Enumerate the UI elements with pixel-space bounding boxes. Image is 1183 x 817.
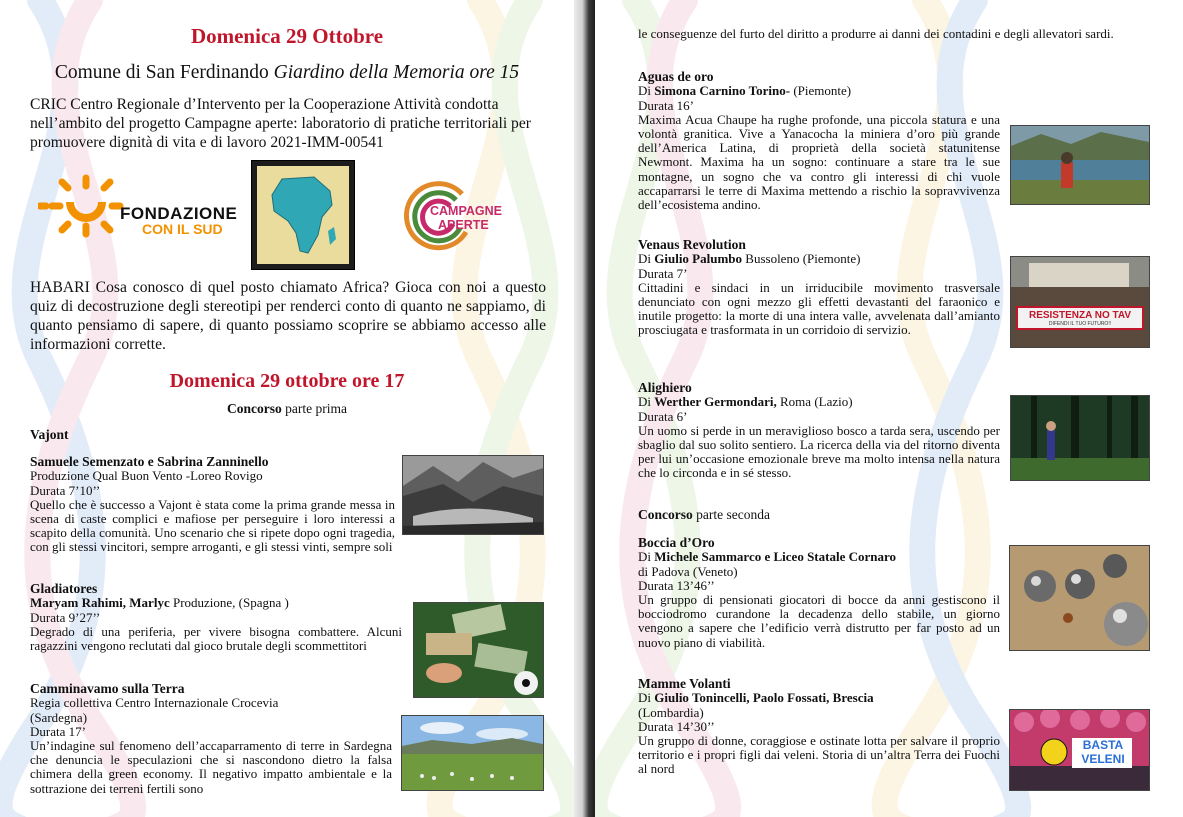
no-tav-banner: RESISTENZA NO TAV xyxy=(1028,310,1132,321)
film-gladiatores xyxy=(30,582,402,653)
fondazione-text: FONDAZIONE xyxy=(120,204,238,223)
film-camminavamo xyxy=(30,682,392,796)
film-title: Boccia d’Oro xyxy=(638,535,715,550)
film-director: Giulio Palumbo xyxy=(654,251,743,267)
cric-description: CRIC Centro Regionale d’Intervento per la Cooperazione Attività condotta nell’ambito del progetto Campagne aperte: laboratorio di pratiche territoriali per promuovere dignità di vita e di lavoro 2021-IMM-00541 xyxy=(30,96,531,151)
africa-map-image xyxy=(251,160,355,270)
film-duration: Durata 7’10’’ xyxy=(30,482,101,498)
film-synopsis: Un uomo si perde in un meraviglioso bosco a tarda sera, uscendo per sbaglio dal suo solito sentiero. La ricerca della via del ritorno diventa per lui un’occasione emozionale breve ma molto intensa nella natura che lo circonda e in sé stesso. xyxy=(638,422,1000,481)
bocce-balls-icon xyxy=(1010,546,1149,650)
venue-line xyxy=(0,62,574,84)
vajont-dam-photo xyxy=(402,455,544,535)
film-origin: Bussoleno (Piemonte) xyxy=(742,251,861,267)
film-origin: di Padova (Veneto) xyxy=(638,563,738,579)
film-region: (Sardegna) xyxy=(30,709,88,725)
director-prefix: Di xyxy=(638,83,655,99)
left-page xyxy=(0,0,574,817)
film-synopsis: Un’indagine sul fenomeno dell’accaparramento di terre in Sardegna che denuncia le speculazioni che si nascondono dietro la falsa chimera della green economy. Il negativo impatto ambientale e la sottrazione dei terreni fertili sono xyxy=(30,738,392,796)
no-tav-banner-sub: DIFENDI IL TUO FUTURO!! xyxy=(1048,321,1112,327)
film-director: Simona Carnino Torino- xyxy=(654,83,791,99)
film-synopsis: Degrado di una periferia, per vivere bisogna combattere. Alcuni ragazzini vengono reclutati dal gioco brutale degli scommettitori xyxy=(30,623,402,654)
venue-place: Comune di San Ferdinando xyxy=(54,62,269,83)
no-tav-protest-photo xyxy=(1010,256,1150,348)
film-title: Venaus Revolution xyxy=(638,237,746,252)
film-origin: Roma (Lazio) xyxy=(776,394,853,410)
film-director: Giulio Tonincelli, Paolo Fossati, Brescia xyxy=(654,690,874,706)
concorso-rest: parte seconda xyxy=(692,507,770,522)
film-authors: Samuele Semenzato e Sabrina Zanninello xyxy=(30,454,269,469)
page-gutter xyxy=(574,0,595,817)
film-production: Produzione, (Spagna ) xyxy=(169,595,289,611)
mountain-dam-icon xyxy=(403,456,543,534)
gladiatores-photo xyxy=(413,602,544,698)
mamme-volanti-photo xyxy=(1009,709,1150,791)
director-prefix: Di xyxy=(638,394,655,410)
section-vajont: Vajont xyxy=(30,427,69,442)
con-il-sud-text: CON IL SUD xyxy=(142,221,223,237)
film-synopsis: Quello che è successo a Vajont è stata come la prima grande messa in scena di caste complici e mafiose per perseguire i loro interessi a scapito della comunità. Uno scenario che si ripete dopo ogni tragedia, con gli stessi vincitori, sempre arroganti, e gli stessi vinti, sempre soli xyxy=(30,496,395,555)
film-venaus-revolution xyxy=(638,238,1000,338)
film-title: Gladiatores xyxy=(30,581,98,596)
venue-location: Giardino della Memoria ore 15 xyxy=(273,62,520,83)
film-origin: (Piemonte) xyxy=(790,83,852,99)
film-duration: Durata 16’ xyxy=(638,97,694,113)
film-authors: Maryam Rahimi, Marlyc xyxy=(30,595,170,611)
film-duration: Durata 13’46’’ xyxy=(638,577,715,593)
film-title: Mamme Volanti xyxy=(638,676,731,691)
film-alighiero xyxy=(638,381,1000,481)
landscape-icon xyxy=(402,716,543,790)
right-page xyxy=(595,0,1183,817)
alighiero-forest-photo xyxy=(1010,395,1150,481)
film-duration: Durata 14’30’’ xyxy=(638,718,715,734)
fondazione-con-il-sud-logo xyxy=(38,172,238,240)
film-duration: Durata 7’ xyxy=(638,265,688,281)
concorso-label: Concorso xyxy=(638,507,693,522)
africa-map-icon xyxy=(252,161,354,269)
film-duration: Durata 6’ xyxy=(638,408,688,424)
film-title: Camminavamo sulla Terra xyxy=(30,681,185,696)
basta-sign: BASTA xyxy=(1082,738,1124,752)
film-title: Alighiero xyxy=(638,380,692,395)
film-title: Aguas de oro xyxy=(638,69,714,84)
concorso-rest: parte prima xyxy=(281,401,347,416)
boccia-photo xyxy=(1009,545,1150,651)
director-prefix: Di xyxy=(638,549,655,565)
aperte-text: APERTE xyxy=(438,218,489,232)
campagne-text: CAMPAGNE xyxy=(430,204,502,218)
habari-description: HABARI Cosa conosco di quel posto chiamato Africa? Gioca con noi a questo quiz di decostruzione degli stereotipi per renderci conto di quanto ne sappiamo, di quanto pensiamo di sapere, di quanto possiamo scoprire se abbiamo accesso alle informazioni corrette. xyxy=(30,279,546,353)
concorso-parte-prima xyxy=(0,401,574,417)
film-boccia-doro xyxy=(638,536,1000,650)
film-mamme-volanti xyxy=(638,677,1000,777)
film-synopsis: Maxima Acua Chaupe ha rughe profonde, una piccola statura e una volontà granitica. Vive a Yanacocha la miniera d’oro più grande dell’America Latina, di proprietà della società statunitense Newmont. Maxima ha un sogno: continuare a stare tra le sue montagne, un sogno che va contro gli interessi di chi vuole accaparrarsi le terre di Maxima mettendo a rischio la sopravvivenza dell’ecosistema andino. xyxy=(638,111,1000,213)
film-synopsis: Un gruppo di donne, coraggiose e ostinate lotta per salvare il proprio territorio e i propri figli dai veleni. Storia di un’altra Terra dei Fuochi al nord xyxy=(638,733,1000,777)
forest-icon xyxy=(1011,396,1149,480)
header-date: Domenica 29 Ottobre xyxy=(190,24,384,48)
film-production: Regia collettiva Centro Internazionale Crocevia xyxy=(30,695,279,711)
film-production: Produzione Qual Buon Vento -Loreo Rovigo xyxy=(30,468,263,484)
film-director: Michele Sammarco e Liceo Statale Cornaro xyxy=(654,549,897,565)
lake-woman-icon xyxy=(1011,126,1149,204)
campagne-aperte-logo xyxy=(398,176,518,256)
sardegna-continuation: le conseguenze del furto del diritto a produrre ai danni dei contadini e degli allevatori sardi. xyxy=(638,26,1114,41)
aguas-de-oro-photo xyxy=(1010,125,1150,205)
sardegna-landscape-photo xyxy=(401,715,544,791)
director-prefix: Di xyxy=(638,251,655,267)
film-aguas-de-oro xyxy=(638,70,1000,212)
film-origin: (Lombardia) xyxy=(638,704,704,720)
money-football-icon xyxy=(414,603,543,697)
veleni-sign: VELENI xyxy=(1081,752,1125,766)
film-synopsis: Cittadini e sindaci in un irriducibile movimento trasversale denunciato con ogni mezzo gli effetti devastanti del faraonico e inutile progetto: la morte di una intera valle, avvelenata dall’amianto prosciugata e trasformata in un corridoio di servizio. xyxy=(638,279,1000,338)
film-synopsis: Un gruppo di pensionati giocatori di bocce da anni gestiscono il bocciodromo curandone la decadenza dello stabile, un giorno vengono a sapere che l’edificio verrà distrutto per far posto ad un nuovo piano di viabilità. xyxy=(638,592,1000,650)
protest-crowd-icon xyxy=(1011,257,1149,347)
concorso-parte-seconda xyxy=(638,507,770,523)
header-ore-17: Domenica 29 ottobre ore 17 xyxy=(169,370,405,392)
film-duration: Durata 17’ xyxy=(30,723,86,739)
film-duration: Durata 9’27’’ xyxy=(30,609,101,625)
film-director: Werther Germondari, xyxy=(654,394,777,410)
director-prefix: Di xyxy=(638,690,655,706)
film-vajont xyxy=(30,455,395,555)
concorso-label: Concorso xyxy=(227,401,282,416)
